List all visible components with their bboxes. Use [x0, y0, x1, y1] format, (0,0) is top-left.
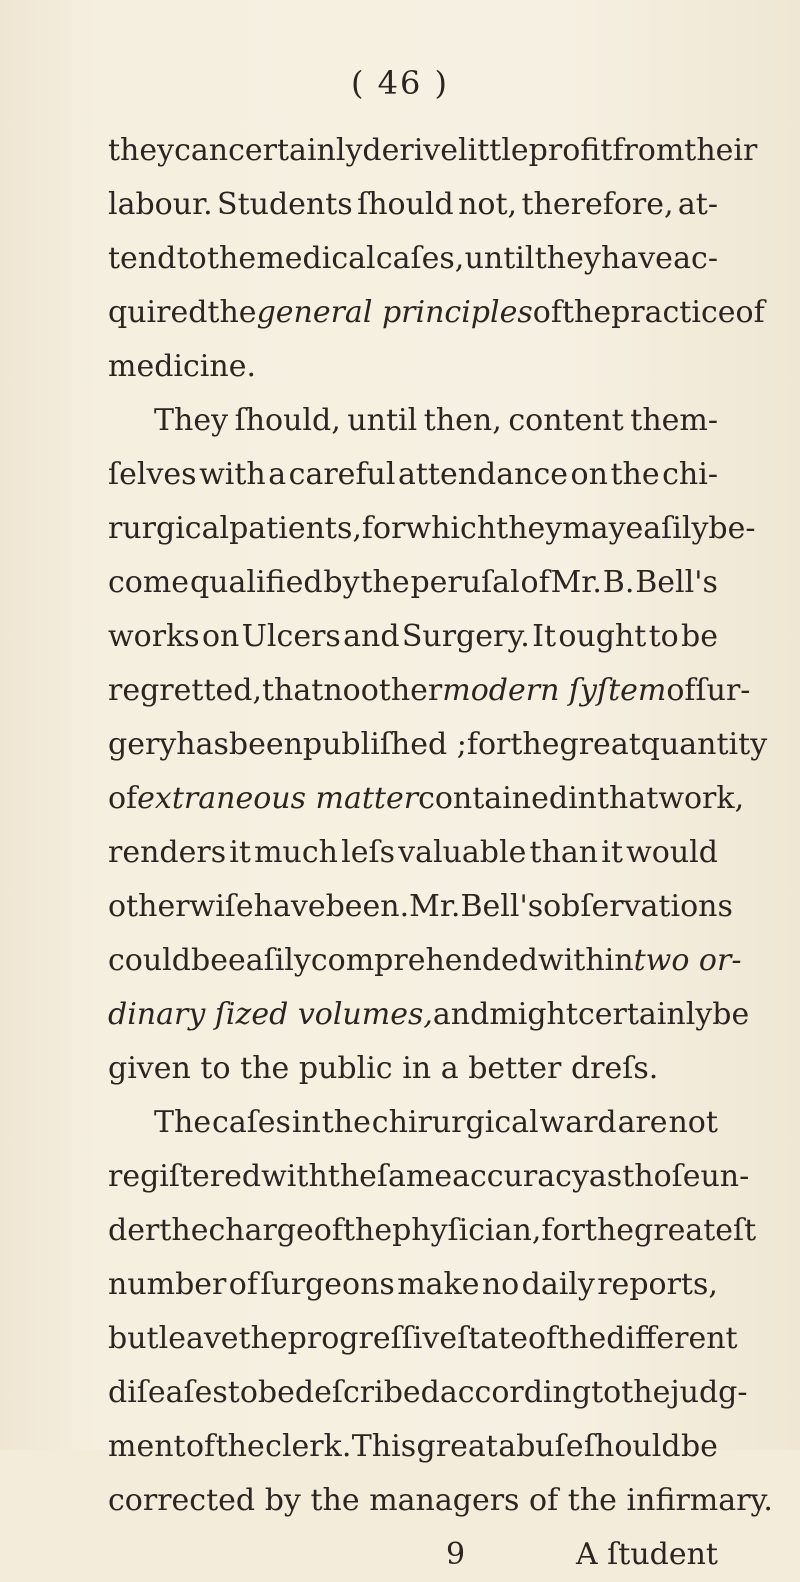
word: the [207, 295, 257, 330]
word: come [108, 565, 190, 600]
word: extraneous matter [137, 781, 419, 816]
word: Bell's [460, 889, 544, 924]
word: the [557, 1321, 607, 1356]
page-number: ( 46 ) [350, 64, 450, 102]
word: can [174, 133, 229, 168]
word: by [264, 1483, 301, 1518]
word: eaſily [625, 511, 709, 546]
word: medicine. [108, 349, 257, 384]
word: chi- [662, 457, 718, 492]
word: of [666, 673, 696, 708]
word: labour. [108, 187, 213, 222]
word: valuable [398, 835, 527, 870]
word: derive [362, 133, 459, 168]
word: great [559, 727, 641, 762]
word: in [402, 1051, 432, 1086]
word: It [532, 619, 557, 654]
word: attendance [397, 457, 569, 492]
word: the [206, 241, 257, 276]
word: of [735, 295, 765, 330]
word: the [584, 1213, 635, 1248]
word: renders [108, 835, 227, 870]
word: Students [217, 187, 353, 222]
word: of [520, 565, 550, 600]
word: profit [528, 133, 613, 168]
word: Mr. [409, 889, 461, 924]
word: clerk. [265, 1429, 352, 1464]
word: dreſs. [570, 1051, 659, 1086]
text-line [108, 1042, 718, 1096]
word: rurgical [108, 511, 230, 546]
word: would [626, 835, 718, 870]
word: be [190, 943, 228, 978]
word: be [257, 1375, 295, 1410]
word: of [527, 1321, 558, 1356]
word: the [327, 1159, 377, 1194]
word: the [360, 565, 410, 600]
word: B. [602, 565, 635, 600]
word: judg- [670, 1375, 748, 1410]
word: public [298, 1051, 393, 1086]
word: thoſe [622, 1159, 701, 1194]
word: different [606, 1321, 738, 1356]
word: ſhould, [234, 403, 341, 438]
word: have [253, 889, 326, 924]
word: the [342, 1213, 393, 1248]
word: regretted, [108, 673, 262, 708]
word: in [568, 781, 597, 816]
word: modern ſyſtem [442, 673, 667, 708]
word: diſeaſes [108, 1375, 228, 1410]
word: not, [458, 187, 518, 222]
word: within [538, 943, 634, 978]
word: This [351, 1429, 417, 1464]
word: to [176, 241, 207, 276]
word: caſes [212, 1105, 291, 1140]
word: be [712, 997, 750, 1032]
word: peruſal [410, 565, 520, 600]
word: for [361, 511, 406, 546]
word: be [681, 619, 718, 654]
word: are [617, 1105, 668, 1140]
text-line [108, 610, 718, 664]
word: on [201, 619, 240, 654]
word: practice [611, 295, 736, 330]
text-line [108, 934, 742, 988]
word: to [227, 1375, 258, 1410]
word: deſcribed [294, 1375, 440, 1410]
word: un- [700, 1159, 750, 1194]
word: little [458, 133, 529, 168]
word: corrected [108, 1483, 256, 1518]
text-line [108, 178, 718, 232]
word: until [464, 241, 535, 276]
word: patients, [229, 511, 362, 546]
word: ſame [376, 1159, 453, 1194]
word: be- [708, 511, 756, 546]
word: better [468, 1051, 562, 1086]
word: ought [558, 619, 647, 654]
word: certainly [577, 997, 713, 1032]
word: reports, [597, 1267, 718, 1302]
word: therefore, [521, 187, 674, 222]
word: they [108, 133, 175, 168]
word: the [215, 1429, 265, 1464]
word: given [108, 1051, 191, 1086]
text-line [108, 664, 751, 718]
word: abuſe [498, 1429, 584, 1464]
word: gery [108, 727, 177, 762]
text-line [108, 1420, 718, 1474]
word: The [154, 1105, 212, 1140]
word: ſurgeons [260, 1267, 395, 1302]
word: leſs [341, 835, 396, 870]
word: ment [108, 1429, 186, 1464]
word: ſhould [583, 1429, 681, 1464]
text-line [108, 988, 750, 1042]
text-line [108, 502, 756, 556]
text-line [108, 394, 718, 448]
word: great [416, 1429, 498, 1464]
word: leave [158, 1321, 239, 1356]
text-line [108, 124, 758, 178]
word: careful [288, 457, 396, 492]
word: make [397, 1267, 480, 1302]
text-line [108, 1150, 750, 1204]
word: with [199, 457, 266, 492]
word: of [313, 1213, 343, 1248]
word: at- [677, 187, 718, 222]
word: Ulcers [241, 619, 341, 654]
text-line [108, 1312, 738, 1366]
word: ſur- [695, 673, 751, 708]
word: may [562, 511, 626, 546]
word: dinary ſized volumes, [108, 997, 433, 1032]
word: the [610, 457, 660, 492]
word: ſelves [108, 457, 197, 492]
word: charge [208, 1213, 314, 1248]
word: other [360, 673, 443, 708]
word: then, [423, 403, 502, 438]
text-line [108, 718, 768, 772]
word: otherwiſe [108, 889, 254, 924]
word: eaſily [227, 943, 311, 978]
text-line [108, 772, 745, 826]
word: them- [630, 403, 718, 438]
text-line [108, 826, 718, 880]
word: chirurgical [371, 1105, 539, 1140]
word: of [186, 1429, 216, 1464]
text-line [108, 880, 733, 934]
word: and [343, 619, 400, 654]
word: quired [108, 295, 208, 330]
word: contained [418, 781, 569, 816]
word: has [176, 727, 229, 762]
catchword: A ſtudent [575, 1537, 718, 1572]
word: for [541, 1213, 585, 1248]
word: which [405, 511, 497, 546]
word: works [108, 619, 200, 654]
word: the [238, 1321, 288, 1356]
word: the [240, 1051, 290, 1086]
word: regiſtered [108, 1159, 262, 1194]
word: of [228, 1267, 258, 1302]
word: in [291, 1105, 321, 1140]
word: it [229, 835, 251, 870]
word: to [591, 1375, 622, 1410]
body-text [108, 124, 773, 1582]
word: der [108, 1213, 160, 1248]
text-line [108, 448, 718, 502]
word: the [321, 1105, 371, 1140]
word: and [432, 997, 490, 1032]
word: much [254, 835, 338, 870]
word: publiſhed ; [302, 727, 467, 762]
word: medical [256, 241, 376, 276]
word: the [510, 727, 560, 762]
word: than [529, 835, 599, 870]
word: been. [325, 889, 410, 924]
word: no [323, 673, 361, 708]
word: two or- [633, 943, 742, 978]
word: that [262, 673, 324, 708]
word: phyſician, [392, 1213, 542, 1248]
word: accuracy [452, 1159, 589, 1194]
word: until [347, 403, 418, 438]
word: been [228, 727, 303, 762]
word: by [323, 565, 360, 600]
text-line [108, 1474, 773, 1528]
word: ſhould [357, 187, 454, 222]
word: the [621, 1375, 671, 1410]
word: the [567, 1483, 617, 1518]
word: with [261, 1159, 328, 1194]
signature-mark: 9 [446, 1537, 466, 1572]
word: of [532, 295, 562, 330]
word: Bell's [635, 565, 718, 600]
text-line [108, 556, 718, 610]
word: the [310, 1483, 360, 1518]
word: to [648, 619, 679, 654]
word: progreſſive [287, 1321, 458, 1356]
word: no [481, 1267, 520, 1302]
word: ac- [673, 241, 718, 276]
word: number [108, 1267, 227, 1302]
word: infirmary. [626, 1483, 773, 1518]
text-line [108, 1096, 718, 1150]
word: but [108, 1321, 159, 1356]
word: not [668, 1105, 718, 1140]
word: the [561, 295, 612, 330]
catchword-line [108, 1528, 718, 1582]
word: ward [539, 1105, 617, 1140]
word: could [108, 943, 191, 978]
word: a [440, 1051, 459, 1086]
word: it [601, 835, 623, 870]
word: they [496, 511, 563, 546]
word: a [268, 457, 287, 492]
word: daily [521, 1267, 595, 1302]
text-line [108, 232, 718, 286]
word: certainly [228, 133, 363, 168]
word: to [200, 1051, 231, 1086]
word: be [680, 1429, 718, 1464]
word: caſes, [375, 241, 465, 276]
word: their [684, 133, 758, 168]
word: managers [369, 1483, 520, 1518]
text-line [108, 340, 718, 394]
text-line [108, 1204, 757, 1258]
text-line [108, 1258, 718, 1312]
word: according [439, 1375, 592, 1410]
word: ſtate [457, 1321, 528, 1356]
word: qualified [189, 565, 323, 600]
text-line [108, 1366, 748, 1420]
word: content [508, 403, 624, 438]
word: of [529, 1483, 559, 1518]
word: of [108, 781, 138, 816]
word: might [489, 997, 578, 1032]
word: work, [658, 781, 745, 816]
word: on [570, 457, 608, 492]
word: comprehended [310, 943, 539, 978]
word: Mr. [550, 565, 602, 600]
word: they [534, 241, 601, 276]
word: general principles [256, 295, 533, 330]
word: from [612, 133, 685, 168]
word: as [588, 1159, 623, 1194]
word: greateſt [634, 1213, 757, 1248]
word: tend [108, 241, 177, 276]
word: They [154, 403, 229, 438]
word: have [601, 241, 673, 276]
word: for [466, 727, 511, 762]
word: Surgery. [401, 619, 530, 654]
word: obſervations [543, 889, 733, 924]
word: that [596, 781, 659, 816]
word: quantity [640, 727, 768, 762]
text-line [108, 286, 765, 340]
word: the [159, 1213, 209, 1248]
